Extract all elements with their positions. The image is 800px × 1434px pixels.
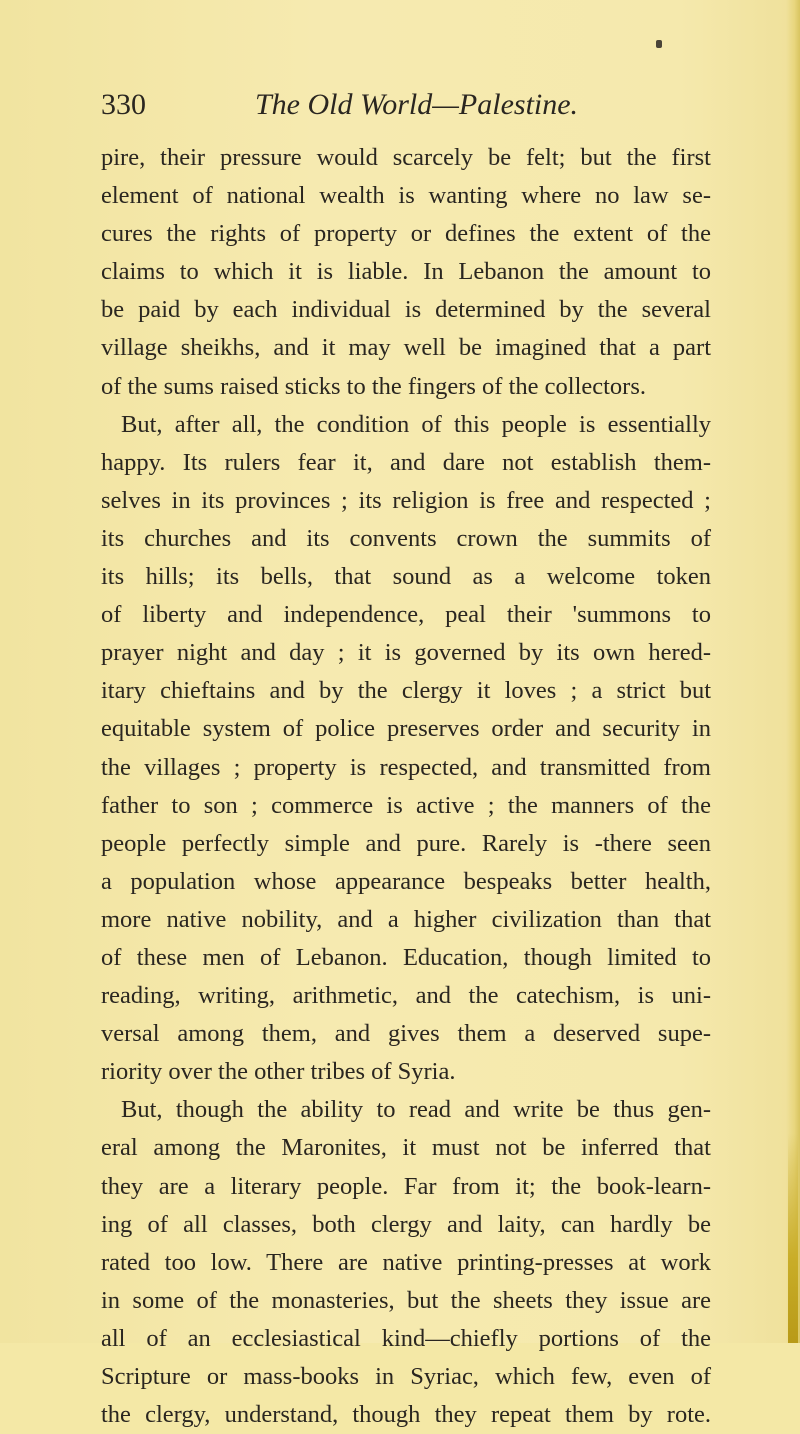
text-line: of the sums raised sticks to the fingers of the collectors. (101, 372, 646, 400)
page-header (101, 88, 711, 128)
text-line: But, though the ability to read and write be thus gen- (121, 1096, 711, 1124)
text-line: eral among the Maronites, it must not be inferred that (101, 1134, 711, 1162)
text-line: of these men of Lebanon. Education, though limited to (101, 943, 711, 971)
body-text (101, 139, 711, 1434)
text-line: pire, their pressure would scarcely be felt; but the first (101, 144, 711, 171)
text-line: But, after all, the condition of this people is essentially (121, 410, 711, 438)
text-line: be paid by each individual is determined by the several (101, 296, 711, 324)
ink-speck (656, 40, 662, 48)
text-line: cures the rights of property or defines the extent of the (101, 220, 711, 248)
text-line: people perfectly simple and pure. Rarely is -there seen (101, 829, 711, 857)
text-line: reading, writing, arithmetic, and the catechism, is uni- (101, 982, 711, 1010)
text-line: in some of the monasteries, but the sheets they issue are (101, 1286, 711, 1314)
text-line: village sheikhs, and it may well be imagined that a part (101, 334, 711, 362)
text-line: equitable system of police preserves order and security in (101, 715, 711, 743)
text-line: more native nobility, and a higher civilization than that (101, 905, 711, 933)
text-line: prayer night and day ; it is governed by its own hered- (101, 639, 711, 667)
text-line: a population whose appearance bespeaks better health, (101, 867, 711, 895)
page-edge-stain (788, 1133, 798, 1343)
text-line: happy. Its rulers fear it, and dare not establish them- (101, 448, 711, 476)
text-line: the clergy, understand, though they repeat them by rote. (101, 1401, 711, 1429)
text-line: rated too low. There are native printing-presses at work (101, 1248, 711, 1276)
text-line: element of national wealth is wanting where no law se- (101, 182, 711, 210)
text-line: of liberty and independence, peal their 'summons to (101, 601, 711, 629)
text-line: claims to which it is liable. In Lebanon the amount to (101, 258, 711, 286)
page-number: 330 (101, 88, 146, 121)
running-title: The Old World—Palestine. (255, 88, 579, 121)
text-line: riority over the other tribes of Syria. (101, 1058, 456, 1086)
text-line: ing of all classes, both clergy and laity, can hardly be (101, 1210, 711, 1238)
text-line: all of an ecclesiastical kind—chiefly portions of the (101, 1324, 711, 1352)
text-line: Scripture or mass-books in Syriac, which few, even of (101, 1363, 711, 1390)
text-line: itary chieftains and by the clergy it loves ; a strict but (101, 677, 711, 705)
text-line: versal among them, and gives them a deserved supe- (101, 1020, 711, 1048)
text-line: selves in its provinces ; its religion is free and respected ; (101, 486, 711, 514)
text-line: the villages ; property is respected, and transmitted from (101, 753, 711, 781)
text-line: its hills; its bells, that sound as a welcome token (101, 563, 711, 591)
text-line: they are a literary people. Far from it; the book-learn- (101, 1172, 711, 1200)
text-line: its churches and its convents crown the summits of (101, 524, 711, 552)
text-line: father to son ; commerce is active ; the manners of the (101, 791, 711, 819)
